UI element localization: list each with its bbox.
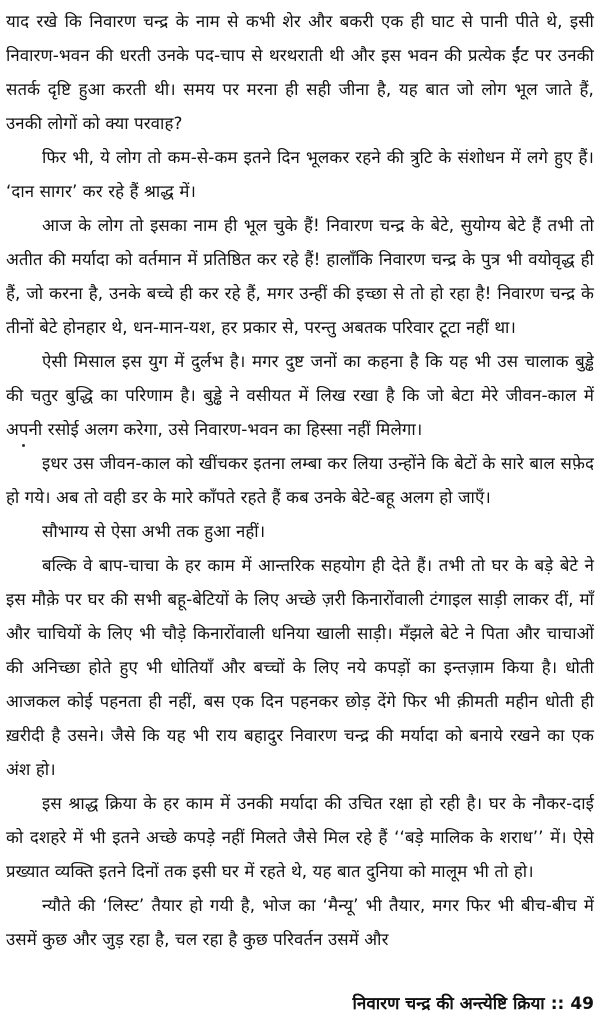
running-title: निवारण चन्द्र की अन्त्येष्टि क्रिया bbox=[352, 994, 545, 1014]
paragraph-1: याद रखे कि निवारण चन्द्र के नाम से कभी शेर और बकरी एक ही घाट से पानी पीते थे, इसी निवारण-भवन की धरती उनके पद-चाप से थरथराती थी और इस भवन की प्रत्येक ईंट पर उनकी सतर्क दृष्टि हुआ करती थी। समय पर मरना ही सही जीना है, यह बात जो लोग भूल जाते हैं, उनकी लोगों को क्या परवाह? bbox=[6, 11, 594, 133]
paragraph-9: न्यौते की ‘लिस्ट’ तैयार हो गयी है, भोज का ‘मैन्यू’ भी तैयार, मगर फिर भी बीच-बीच में उसमें कुछ और जुड़ रहा है, चल रहा है कुछ परिवर्तन उसमें और bbox=[6, 895, 594, 949]
page-number: 49 bbox=[570, 994, 594, 1014]
paragraph-7: बल्कि वे बाप-चाचा के हर काम में आन्तरिक सहयोग ही देते हैं। तभी तो घर के बड़े बेटे ने इस मौक़े पर घर की सभी बहू-बेटियों के लिए अच्छे ज़री किनारोंवाली टंगाइल साड़ी लाकर दीं, माँ और चाचियों के लिए भी चौड़े किनारोंवाली धनिया खाली साड़ी। मँझले बेटे ने पिता और चाचाओं की अनिच्छा होते हुए भी धोतियाँ और बच्चों के लिए नये कपड़ों का इन्तज़ाम किया है। धोती आजकल कोई पहनता ही नहीं, बस एक दिन पहनकर छोड़ देंगे फिर भी क़ीमती महीन धोती ही ख़रीदी है उसने। जैसे कि यह भी राय बहादुर निवारण चन्द्र की मर्यादा को बनाये रखने का एक अंश हो। bbox=[6, 555, 594, 779]
book-page bbox=[6, 4, 594, 1022]
paragraph-5: इधर उस जीवन-काल को खींचकर इतना लम्बा कर लिया उन्होंने कि बेटों के सारे बाल सफ़ेद हो गये। अब तो वही डर के मारे काँपते रहते हैं कब उनके बेटे-बहू अलग हो जाएँ। bbox=[6, 453, 594, 507]
footer-separator: :: bbox=[550, 994, 565, 1014]
paragraph-6: सौभाग्य से ऐसा अभी तक हुआ नहीं। bbox=[42, 521, 266, 541]
paragraph-8: इस श्राद्ध क्रिया के हर काम में उनकी मर्यादा की उचित रक्षा हो रही है। घर के नौकर-दाई को दशहरे में भी इतने अच्छे कपड़े नहीं मिलते जैसे मिल रहे हैं ‘‘बड़े मालिक के शराध’’ में। ऐसे प्रख्यात व्यक्ति इतने दिनों तक इसी घर में रहते थे, यह बात दुनिया को मालूम भी तो हो। bbox=[6, 793, 594, 881]
paragraph-2: फिर भी, ये लोग तो कम-से-कम इतने दिन भूलकर रहने की त्रुटि के संशोधन में लगे हुए हैं। ‘दान सागर’ कर रहे हैं श्राद्ध में। bbox=[6, 147, 594, 201]
print-speck bbox=[22, 444, 25, 447]
page-footer bbox=[6, 988, 594, 1020]
page-body-text bbox=[6, 4, 594, 956]
paragraph-4: ऐसी मिसाल इस युग में दुर्लभ है। मगर दुष्ट जनों का कहना है कि यह भी उस चालाक बुड्ढे की चतुर बुद्धि का परिणाम है। बुड्ढे ने वसीयत में लिख रखा है कि जो बेटा मेरे जीवन-काल में अपनी रसोई अलग करेगा, उसे निवारण-भवन का हिस्सा नहीं मिलेगा। bbox=[6, 351, 594, 439]
paragraph-3: आज के लोग तो इसका नाम ही भूल चुके हैं! निवारण चन्द्र के बेटे, सुयोग्य बेटे हैं तभी तो अतीत की मर्यादा को वर्तमान में प्रतिष्ठित कर रहे हैं! हालाँकि निवारण चन्द्र के पुत्र भी वयोवृद्ध ही हैं, जो करना है, उनके बच्चे ही कर रहे हैं, मगर उन्हीं की इच्छा से तो हो रहा है! निवारण चन्द्र के तीनों बेटे होनहार थे, धन-मान-यश, हर प्रकार से, परन्तु अबतक परिवार टूटा नहीं था। bbox=[6, 215, 594, 337]
